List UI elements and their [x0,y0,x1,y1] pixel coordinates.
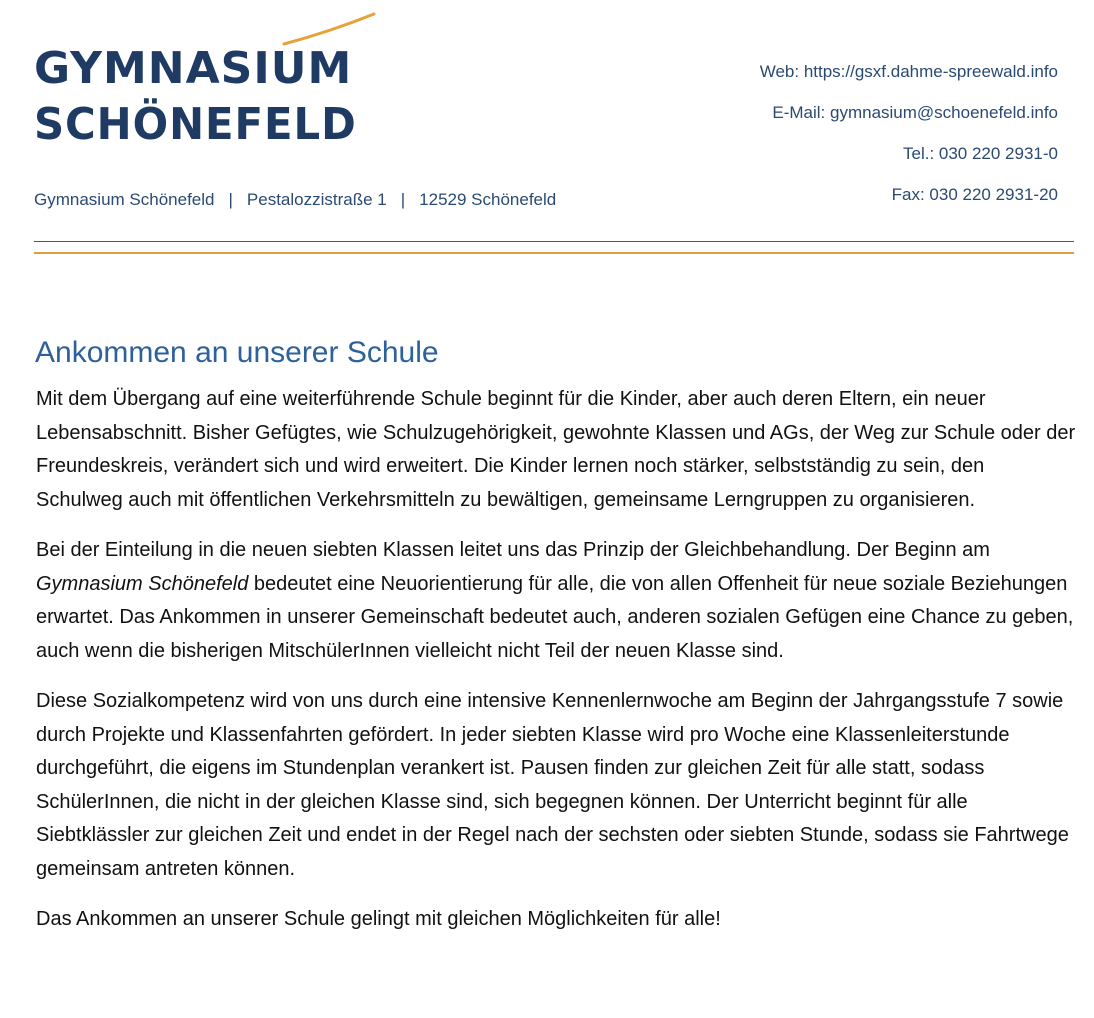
paragraph-2 [36,534,1076,668]
article-title: Ankommen an unserer Schule [35,336,439,369]
school-address [34,190,556,210]
contact-web: Web: https://gsxf.dahme-spreewald.info [759,62,1058,81]
paragraph-2-part-1: Bei der Einteilung in die neuen siebten Klassen leitet uns das Prinzip der Gleichbehandlung. Der Beginn am [36,539,990,561]
contact-fax: Fax: 030 220 2931-20 [891,185,1058,204]
address-separator: | [400,190,406,209]
logo-text-schoenefeld: SCHÖNEFELD [34,99,357,150]
address-street: Pestalozzistraße 1 [246,190,387,209]
address-name: Gymnasium Schönefeld [34,190,215,209]
contact-phone: Tel.: 030 220 2931-0 [902,144,1058,163]
header-divider-gold [34,252,1074,254]
paragraph-4: Das Ankommen an unserer Schule gelingt mit gleichen Möglichkeiten für alle! [36,908,721,930]
paragraph-2-part-2: bedeutet eine Neuorientierung für alle, die von allen Offenheit für neue soziale Beziehungen erwartet. Das Ankommen in unserer Gemeinschaft bedeutet auch, anderen sozialen Gefügen eine Chance zu geben, auch wenn die bisherigen MitschülerInnen vielleicht nicht Teil der neuen Klasse sind. [36,572,1074,662]
header-divider-blue [34,241,1074,242]
school-logo [34,10,414,155]
address-separator: | [228,190,233,209]
contact-email: E-Mail: gymnasium@schoenefeld.info [772,103,1058,122]
paragraph-1: Mit dem Übergang auf eine weiterführende Schule beginnt für die Kinder, aber auch deren Eltern, ein neuer Lebensabschnitt. Bisher Gefügtes, wie Schulzugehörigkeit, gewohnte Klassen und AGs, der Weg zur Schule oder der Freundeskreis, verändert sich und wird erweitert. Die Kinder lernen noch stärker, selbstständig zu sein, den Schulweg auch mit öffentlichen Verkehrsmitteln zu bewältigen, gemeinsame Lerngruppen zu organisieren. [36,388,1076,511]
logo-text-gymnasium: GYMNASIUM [34,43,353,94]
contact-block [760,60,1058,224]
school-name-emphasis: Gymnasium Schönefeld [36,572,249,595]
article-body [36,383,1076,954]
address-city: 12529 Schönefeld [419,190,557,209]
paragraph-3: Diese Sozialkompetenz wird von uns durch eine intensive Kennenlernwoche am Beginn der Jahrgangsstufe 7 sowie durch Projekte und Klassenfahrten gefördert. In jeder siebten Klasse wird pro Woche eine Klassenleiterstunde durchgeführt, die eigens im Stundenplan verankert ist. Pausen finden zur gleichen Zeit für alle statt, sodass SchülerInnen, die nicht in der gleichen Klasse sind, sich begegnen können. Der Unterricht beginnt für alle Siebtklässler zur gleichen Zeit und endet in der Regel nach der sechsten oder siebten Stunde, sodass sie Fahrtwege gemeinsam antreten können. [36,690,1069,880]
